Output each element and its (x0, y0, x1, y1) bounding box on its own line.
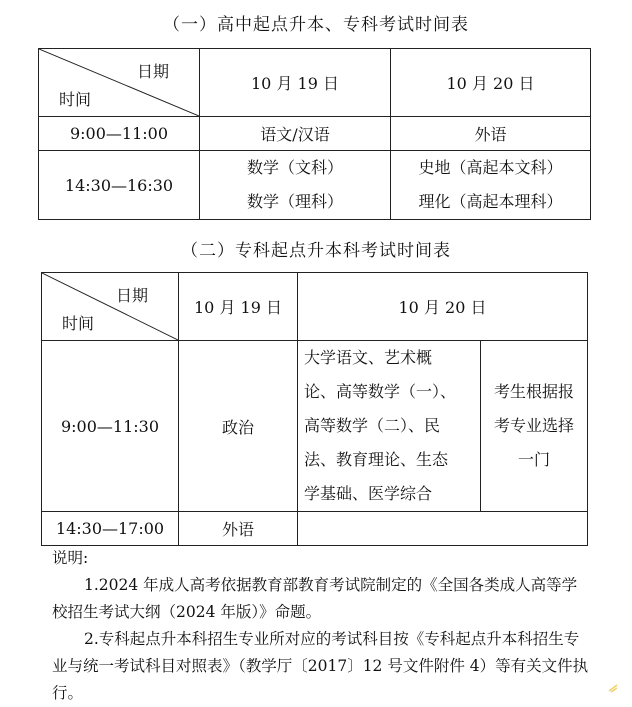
table1-title: （一）高中起点升本、专科考试时间表 (163, 15, 469, 35)
time-cell: 14:30—16:30 (39, 151, 200, 220)
subject-cell: 语文/汉语 (200, 117, 391, 151)
header-corner-cell (39, 49, 200, 117)
time-cell: 9:00—11:30 (42, 341, 179, 512)
note-item: 2.专科起点升本科招生专业所对应的考试科目按《专科起点升本科招生专业与统一考试科目对照表》（教学厅〔2017〕12 号文件附件 4）等有关文件执行。 (52, 630, 589, 702)
date-header-oct20: 10 月 20 日 (298, 273, 588, 341)
header-corner-cell (42, 273, 179, 341)
notes-heading: 说明: (52, 549, 89, 567)
subject-line: 史地（高起本文科） (418, 158, 563, 177)
corner-mark-icon (608, 683, 618, 693)
note-line: 考生根据报 (493, 382, 574, 401)
empty-cell (298, 512, 588, 546)
header-time-label: 时间 (59, 90, 92, 109)
note-item: 1.2024 年成人高考依据教育部教育考试院制定的《全国各类成人高等学校招生考试大纲（2024 年版）》命题。 (52, 576, 578, 621)
exam-schedule-table-2 (41, 272, 588, 546)
note-line: 考专业选择 (493, 416, 574, 435)
header-time-label: 时间 (62, 314, 95, 333)
subject-line: 数学（文科） (246, 158, 343, 177)
notes-section (52, 545, 592, 707)
note-line: 一门 (517, 450, 550, 469)
subject-cell: 外语 (391, 117, 591, 151)
subject-line: 数学（理科） (246, 192, 343, 211)
date-header-oct20: 10 月 20 日 (391, 49, 591, 117)
subject-line: 理化（高起本理科） (418, 192, 563, 211)
time-cell: 9:00—11:00 (39, 117, 200, 151)
date-header-oct19: 10 月 19 日 (179, 273, 298, 341)
subject-line: 高等数学（二）、民 (304, 416, 441, 435)
subject-line: 法、教育理论、生态 (304, 450, 449, 469)
table2-title: （二）专科起点升本科考试时间表 (181, 241, 451, 261)
subject-cell: 政治 (179, 341, 298, 512)
subject-line: 论、高等数学（一）、 (304, 382, 457, 401)
subject-list-cell (298, 341, 481, 512)
exam-schedule-table-1 (38, 48, 591, 220)
selection-note-cell (481, 341, 588, 512)
subject-cell (200, 151, 391, 220)
header-date-label: 日期 (136, 62, 169, 81)
time-cell: 14:30—17:00 (42, 512, 179, 546)
header-date-label: 日期 (115, 286, 148, 305)
subject-cell (391, 151, 591, 220)
subject-cell: 外语 (179, 512, 298, 546)
subject-line: 学基础、医学综合 (304, 484, 433, 503)
subject-line: 大学语文、艺术概 (304, 348, 433, 367)
date-header-oct19: 10 月 19 日 (200, 49, 391, 117)
